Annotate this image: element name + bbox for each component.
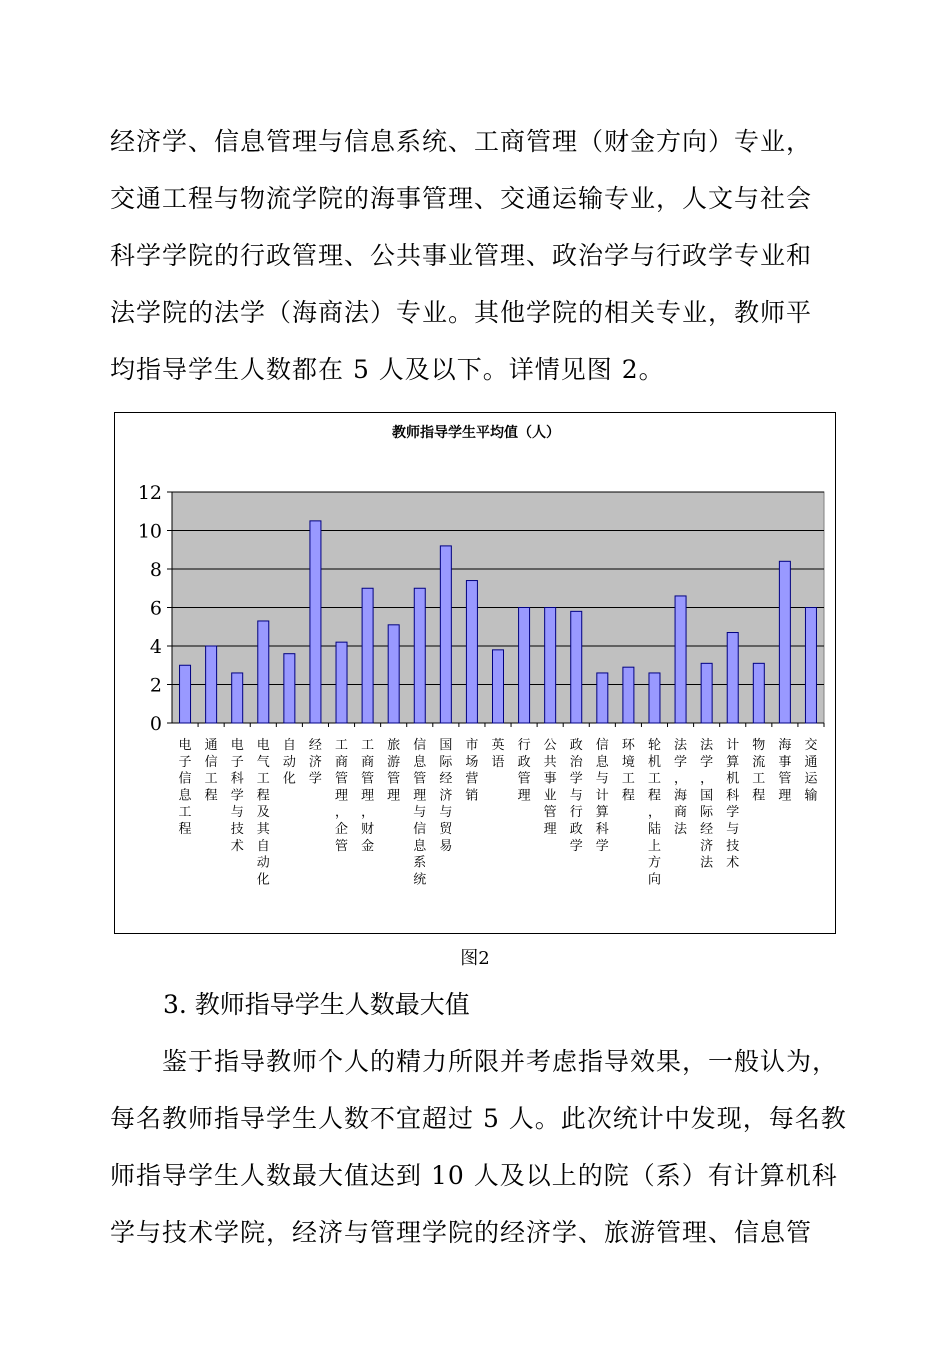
text-line: 师指导学生人数最大值达到 10 人及以上的院（系）有计算机科 (110, 1161, 838, 1190)
bar (779, 561, 790, 723)
bar (571, 611, 582, 723)
y-tick-label: 10 (137, 520, 162, 543)
bar (284, 654, 295, 723)
text-line: 均指导学生人数都在 5 人及以下。详情见图 2。 (110, 355, 665, 384)
bar (519, 608, 530, 724)
figure-chart (114, 412, 836, 934)
x-tick-label: 法学，国际经济法 (700, 738, 714, 871)
x-tick-label: 法学，海商法 (674, 738, 688, 837)
y-tick-label: 4 (149, 636, 162, 658)
body-paragraph-bottom (110, 1033, 850, 1261)
x-tick-label: 海事管理 (778, 738, 792, 804)
bar (440, 546, 451, 723)
x-tick-label: 自动化 (282, 738, 296, 787)
bar (727, 633, 738, 723)
bar (206, 646, 217, 723)
bar (466, 581, 477, 723)
x-tick-label: 环境工程 (621, 738, 635, 804)
bar (597, 673, 608, 723)
x-tick-label: 通信工程 (204, 738, 218, 804)
x-tick-label: 电子科学与技术 (230, 738, 244, 854)
text-line: 法学院的法学（海商法）专业。其他学院的相关专业，教师平 (110, 298, 813, 327)
x-tick-label: 电气工程及其自动化 (256, 738, 270, 888)
bar (649, 673, 660, 723)
x-tick-label: 公共事业管理 (543, 738, 557, 837)
section-heading: 3. 教师指导学生人数最大值 (163, 990, 470, 1019)
x-tick-label: 计算机科学与技术 (726, 738, 740, 871)
y-tick-label: 6 (149, 597, 162, 620)
bar (414, 588, 425, 723)
y-tick-label: 0 (149, 713, 162, 735)
figure-caption: 图2 (460, 948, 490, 969)
x-tick-label: 经济学 (308, 738, 322, 787)
bar (701, 663, 712, 723)
bar (310, 521, 321, 723)
text-line: 科学学院的行政管理、公共事业管理、政治学与行政学专业和 (110, 241, 813, 270)
text-line: 交通工程与物流学院的海事管理、交通运输专业，人文与社会 (110, 184, 813, 213)
bar (180, 665, 191, 723)
bar (545, 608, 556, 724)
x-tick-label: 政治学与行政学 (569, 738, 583, 854)
x-tick-label: 工商管理，企管 (335, 738, 349, 854)
x-tick-label: 电子信息工程 (178, 738, 192, 837)
text-line: 每名教师指导学生人数不宜超过 5 人。此次统计中发现，每名教 (110, 1104, 847, 1133)
x-tick-label: 市场营销 (465, 738, 479, 804)
y-tick-label: 8 (149, 559, 162, 581)
bar (623, 667, 634, 723)
bar (232, 673, 243, 723)
x-tick-label: 交通运输 (804, 738, 818, 804)
bar (493, 650, 504, 723)
y-tick-label: 12 (137, 482, 162, 504)
chart-title: 教师指导学生平均值（人） (392, 425, 560, 441)
bar (362, 588, 373, 723)
x-tick-label: 英语 (491, 738, 505, 770)
x-tick-label: 信息与计算科学 (595, 738, 609, 854)
text-line: 鉴于指导教师个人的精力所限并考虑指导效果，一般认为， (110, 1047, 839, 1076)
x-tick-label: 物流工程 (752, 738, 766, 804)
x-tick-label: 轮机工程，陆上方向 (647, 738, 661, 888)
bar (753, 663, 764, 723)
x-tick-label: 信息管理与信息系统 (413, 738, 427, 888)
bar (336, 642, 347, 723)
bar (258, 621, 269, 723)
bar (675, 596, 686, 723)
x-tick-label: 工商管理，财金 (361, 738, 375, 854)
x-tick-label: 行政管理 (517, 738, 531, 804)
y-tick-label: 2 (149, 674, 162, 697)
x-tick-label: 旅游管理 (387, 738, 401, 804)
bar (805, 608, 816, 724)
text-line: 学与技术学院，经济与管理学院的经济学、旅游管理、信息管 (110, 1218, 813, 1247)
x-tick-label: 国际经济与贸易 (439, 738, 453, 854)
bar-chart (115, 413, 837, 935)
body-paragraph-top (110, 113, 850, 398)
text-line: 经济学、信息管理与信息系统、工商管理（财金方向）专业， (110, 127, 813, 156)
bar (388, 625, 399, 723)
